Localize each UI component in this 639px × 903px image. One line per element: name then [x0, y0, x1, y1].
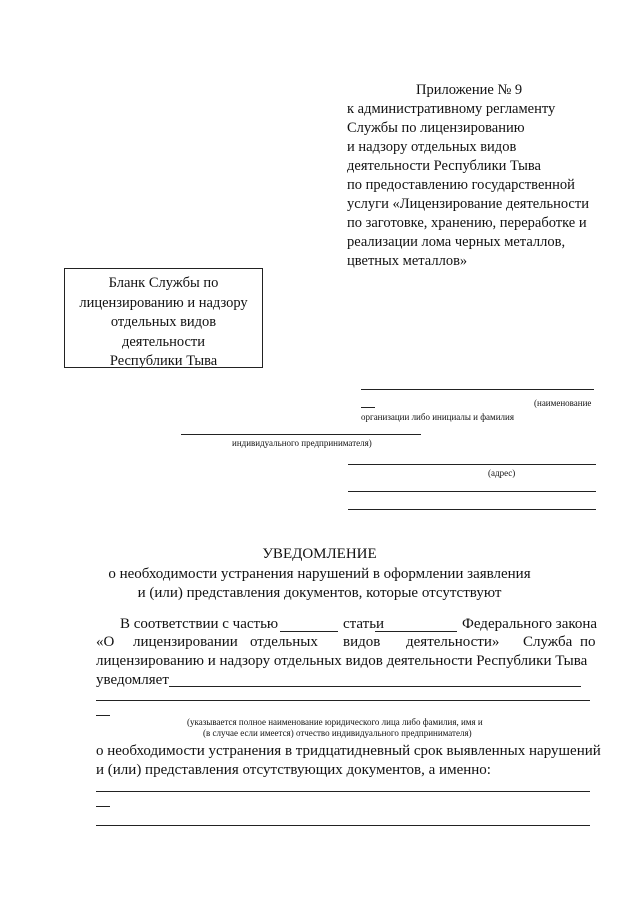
letterhead-line: Бланк Службы по	[108, 275, 219, 291]
body-text: статьи	[343, 616, 385, 632]
body-text: В соответствии с частью	[120, 616, 279, 632]
body-word: видов	[343, 634, 381, 650]
address-line	[348, 509, 596, 510]
letterhead-line: Республики Тыва	[109, 353, 218, 369]
recipient-name-dash	[361, 407, 375, 408]
recipient-fill-dash	[96, 715, 110, 716]
letterhead-box	[64, 268, 263, 368]
recipient-caption: (в случае если имеется) отчество индивидуального предпринимателя)	[203, 728, 472, 738]
header-line: Службы по лицензированию	[347, 120, 525, 136]
violations-fill-dash	[96, 806, 110, 807]
notice-subtitle: о необходимости устранения нарушений в оформлении заявления	[108, 566, 531, 582]
violations-fill-line	[96, 791, 590, 792]
address-caption: (адрес)	[488, 468, 516, 478]
body-text: Федерального закона	[462, 616, 598, 632]
address-line	[348, 491, 596, 492]
body-word: «О	[96, 634, 115, 650]
letterhead-line: лицензированию и надзору	[79, 294, 248, 311]
header-line: деятельности Республики Тыва	[347, 158, 541, 174]
recipient-caption: (указывается полное наименование юридического лица либо фамилия, имя и	[187, 717, 483, 727]
appendix-title: Приложение № 9	[416, 82, 523, 98]
header-line: цветных металлов»	[347, 253, 468, 269]
body-word: лицензировании	[133, 634, 238, 650]
header-line: реализации лома черных металлов,	[347, 234, 566, 250]
address-line	[348, 464, 596, 465]
body-text: и (или) представления отсутствующих документов, а именно:	[96, 762, 491, 778]
letterhead-line: деятельности	[121, 333, 205, 350]
recipient-name-caption: индивидуального предпринимателя)	[232, 438, 372, 448]
body-word: деятельности»	[406, 634, 500, 650]
body-text: уведомляет	[96, 672, 169, 688]
recipient-name-line	[361, 389, 594, 390]
body-word: Служба	[523, 634, 573, 650]
header-line: и надзору отдельных видов	[347, 139, 517, 155]
recipient-name-caption: организации либо инициалы и фамилия	[361, 412, 514, 422]
body-text: лицензированию и надзору отдельных видов деятельности Республики Тыва	[96, 653, 588, 669]
header-line: к административному регламенту	[347, 101, 556, 117]
recipient-fill-line	[169, 686, 581, 687]
body-word: по	[580, 634, 596, 650]
notice-subtitle: и (или) представления документов, которые отсутствуют	[137, 585, 502, 601]
header-line: по предоставлению государственной	[347, 177, 575, 193]
notice-title: УВЕДОМЛЕНИЕ	[262, 546, 377, 562]
body-word: отдельных	[250, 634, 318, 650]
letterhead-line: отдельных видов	[110, 314, 217, 330]
header-line: услуги «Лицензирование деятельности	[347, 196, 589, 212]
header-line: по заготовке, хранению, переработке и	[347, 215, 587, 231]
violations-fill-line	[96, 825, 590, 826]
recipient-name-caption: (наименование	[534, 398, 592, 408]
body-text: о необходимости устранения в тридцатидневный срок выявленных нарушений	[96, 743, 601, 759]
recipient-fill-line	[96, 700, 590, 701]
recipient-name-line-2	[181, 434, 421, 435]
